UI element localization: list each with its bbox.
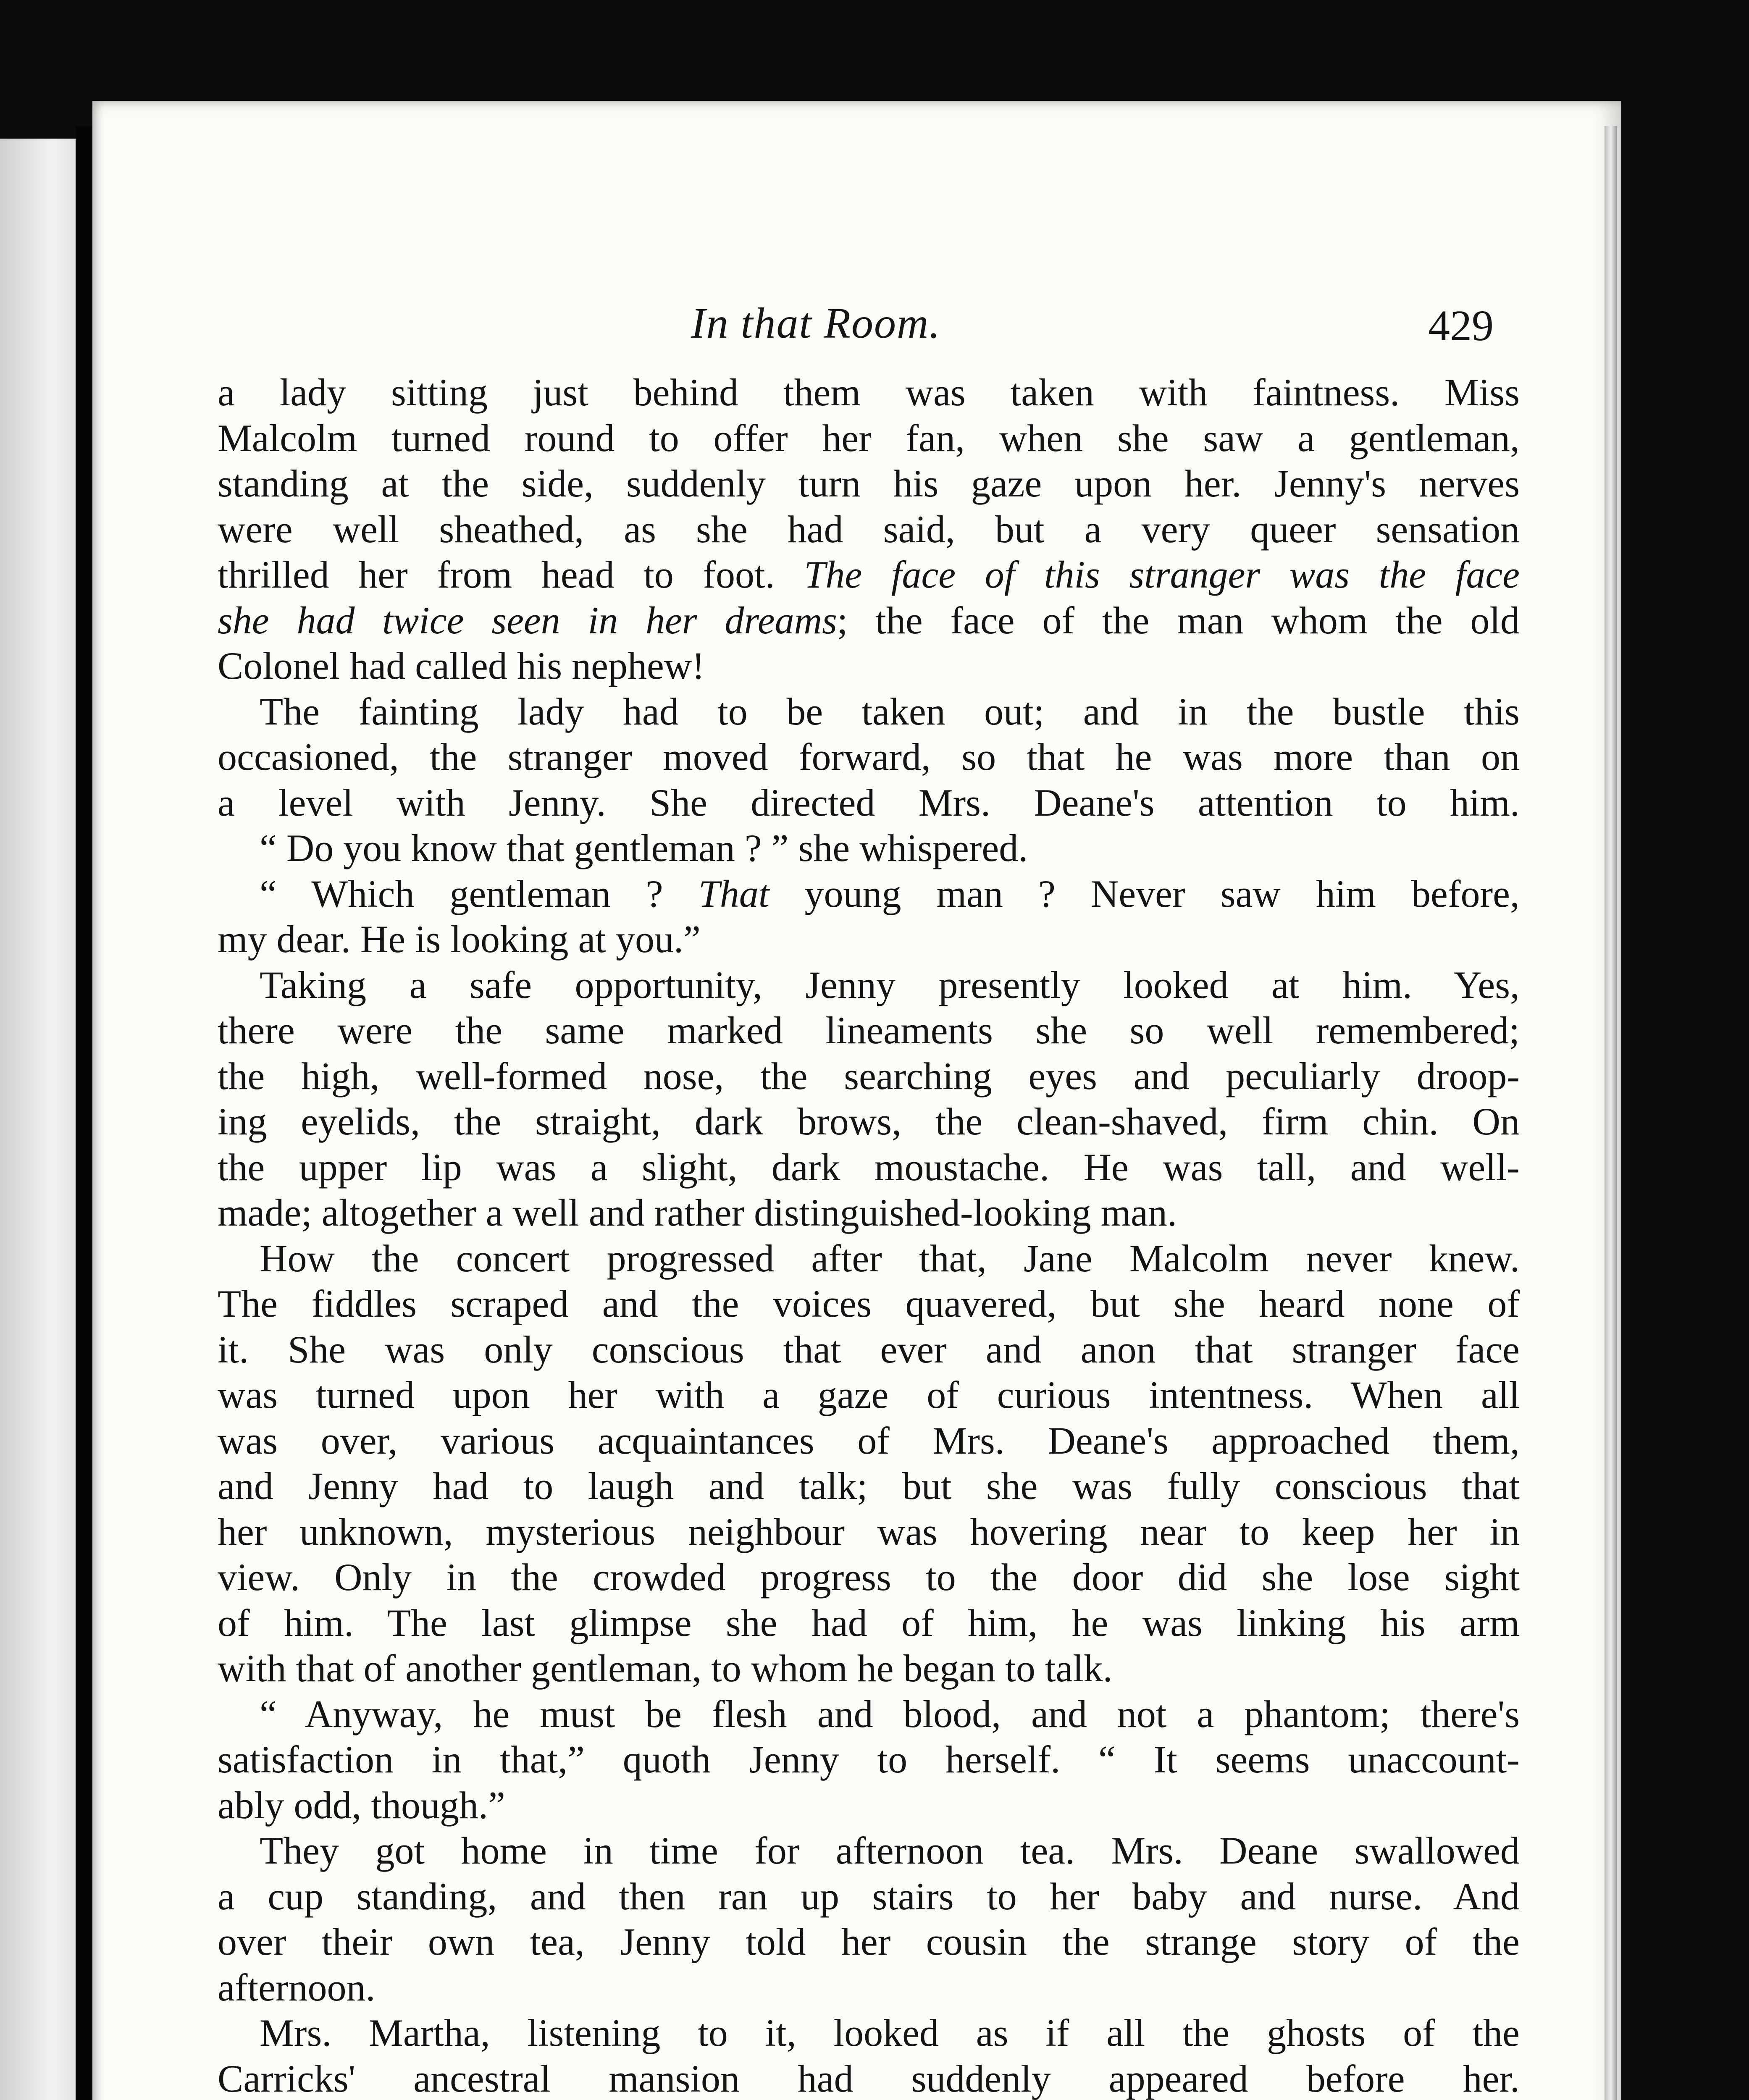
book-page (92, 101, 1621, 2100)
text-line: view. Only in the crowded progress to the door did she lose sight (218, 1556, 1520, 1599)
text-line: They got home in time for afternoon tea. Mrs. Deane swallowed (260, 1829, 1520, 1872)
italic-text: That (698, 872, 769, 915)
text-line: of him. The last glimpse she had of him, he was linking his arm (218, 1601, 1520, 1644)
text-line: a cup standing, and then ran up stairs to her baby and nurse. And (218, 1874, 1520, 1918)
text-line: The fiddles scraped and the voices quavered, but she heard none of (218, 1282, 1520, 1325)
text-line: “ Do you know that gentleman ? ” she whispered. (260, 827, 1028, 869)
text-line: the high, well-formed nose, the searching eyes and peculiarly droop- (218, 1054, 1520, 1097)
text-line: it. She was only conscious that ever and anon that stranger face (218, 1328, 1520, 1371)
text-line: the upper lip was a slight, dark moustache. He was tall, and well- (218, 1145, 1520, 1189)
text-line: thrilled her from head to foot. The face of this stranger was the face (218, 553, 1520, 596)
text-line: ing eyelids, the straight, dark brows, the clean-shaved, firm chin. On (218, 1100, 1520, 1143)
text-line: “ Anyway, he must be flesh and blood, and not a phantom; there's (260, 1692, 1520, 1735)
text-line: standing at the side, suddenly turn his gaze upon her. Jenny's nerves (218, 462, 1520, 505)
text-line: over their own tea, Jenny told her cousin the strange story of the (218, 1920, 1520, 1963)
left-page-edge (0, 139, 88, 2100)
text-line: Colonel had called his nephew! (218, 644, 705, 687)
text-line: “ Which gentleman ? That young man ? Never saw him before, (260, 872, 1520, 915)
page-edge (1605, 126, 1617, 2100)
text-line: a level with Jenny. She directed Mrs. Deane's attention to him. (218, 781, 1520, 824)
text-line: How the concert progressed after that, Jane Malcolm never knew. (260, 1236, 1520, 1280)
italic-text: she had twice seen in her dreams (218, 598, 837, 642)
text-line: with that of another gentleman, to whom he began to talk. (218, 1647, 1113, 1690)
text-line: there were the same marked lineaments she so well remembered; (218, 1009, 1520, 1052)
text-line: Mrs. Martha, listening to it, looked as if all the ghosts of the (260, 2011, 1520, 2054)
text-line: was turned upon her with a gaze of curious intentness. When all (218, 1373, 1520, 1416)
text-line: Carricks' ancestral mansion had suddenly appeared before her. (218, 2057, 1520, 2100)
text-line: were well sheathed, as she had said, but a very queer sensation (218, 507, 1520, 551)
page-header (92, 298, 1621, 357)
text-line: was over, various acquaintances of Mrs. Deane's approached them, (218, 1419, 1520, 1462)
text-line: afternoon. (218, 1966, 376, 2009)
text-line: satisfaction in that,” quoth Jenny to herself. “ It seems unaccount- (218, 1738, 1520, 1781)
page-number: 429 (1428, 302, 1494, 350)
text-line: and Jenny had to laugh and talk; but she was fully conscious that (218, 1465, 1520, 1507)
body-text (218, 370, 1520, 2100)
text-line: occasioned, the stranger moved forward, so that he was more than on (218, 735, 1520, 778)
text-line: made; altogether a well and rather distinguished-looking man. (218, 1191, 1177, 1234)
text-line: my dear. He is looking at you.” (218, 918, 701, 961)
text-line: Taking a safe opportunity, Jenny presently looked at him. Yes, (260, 963, 1520, 1006)
running-title: In that Room. (691, 299, 941, 347)
text-line: her unknown, mysterious neighbour was hovering near to keep her in (218, 1510, 1520, 1553)
text-line: she had twice seen in her dreams; the face of the man whom the old (218, 598, 1520, 642)
italic-text: The face of this stranger was the face (804, 553, 1520, 596)
text-line: Malcolm turned round to offer her fan, when she saw a gentleman, (218, 416, 1520, 459)
text-line: a lady sitting just behind them was taken with faintness. Miss (218, 371, 1520, 414)
text-line: The fainting lady had to be taken out; and in the bustle this (260, 690, 1520, 733)
text-line: ably odd, though.” (218, 1783, 505, 1827)
